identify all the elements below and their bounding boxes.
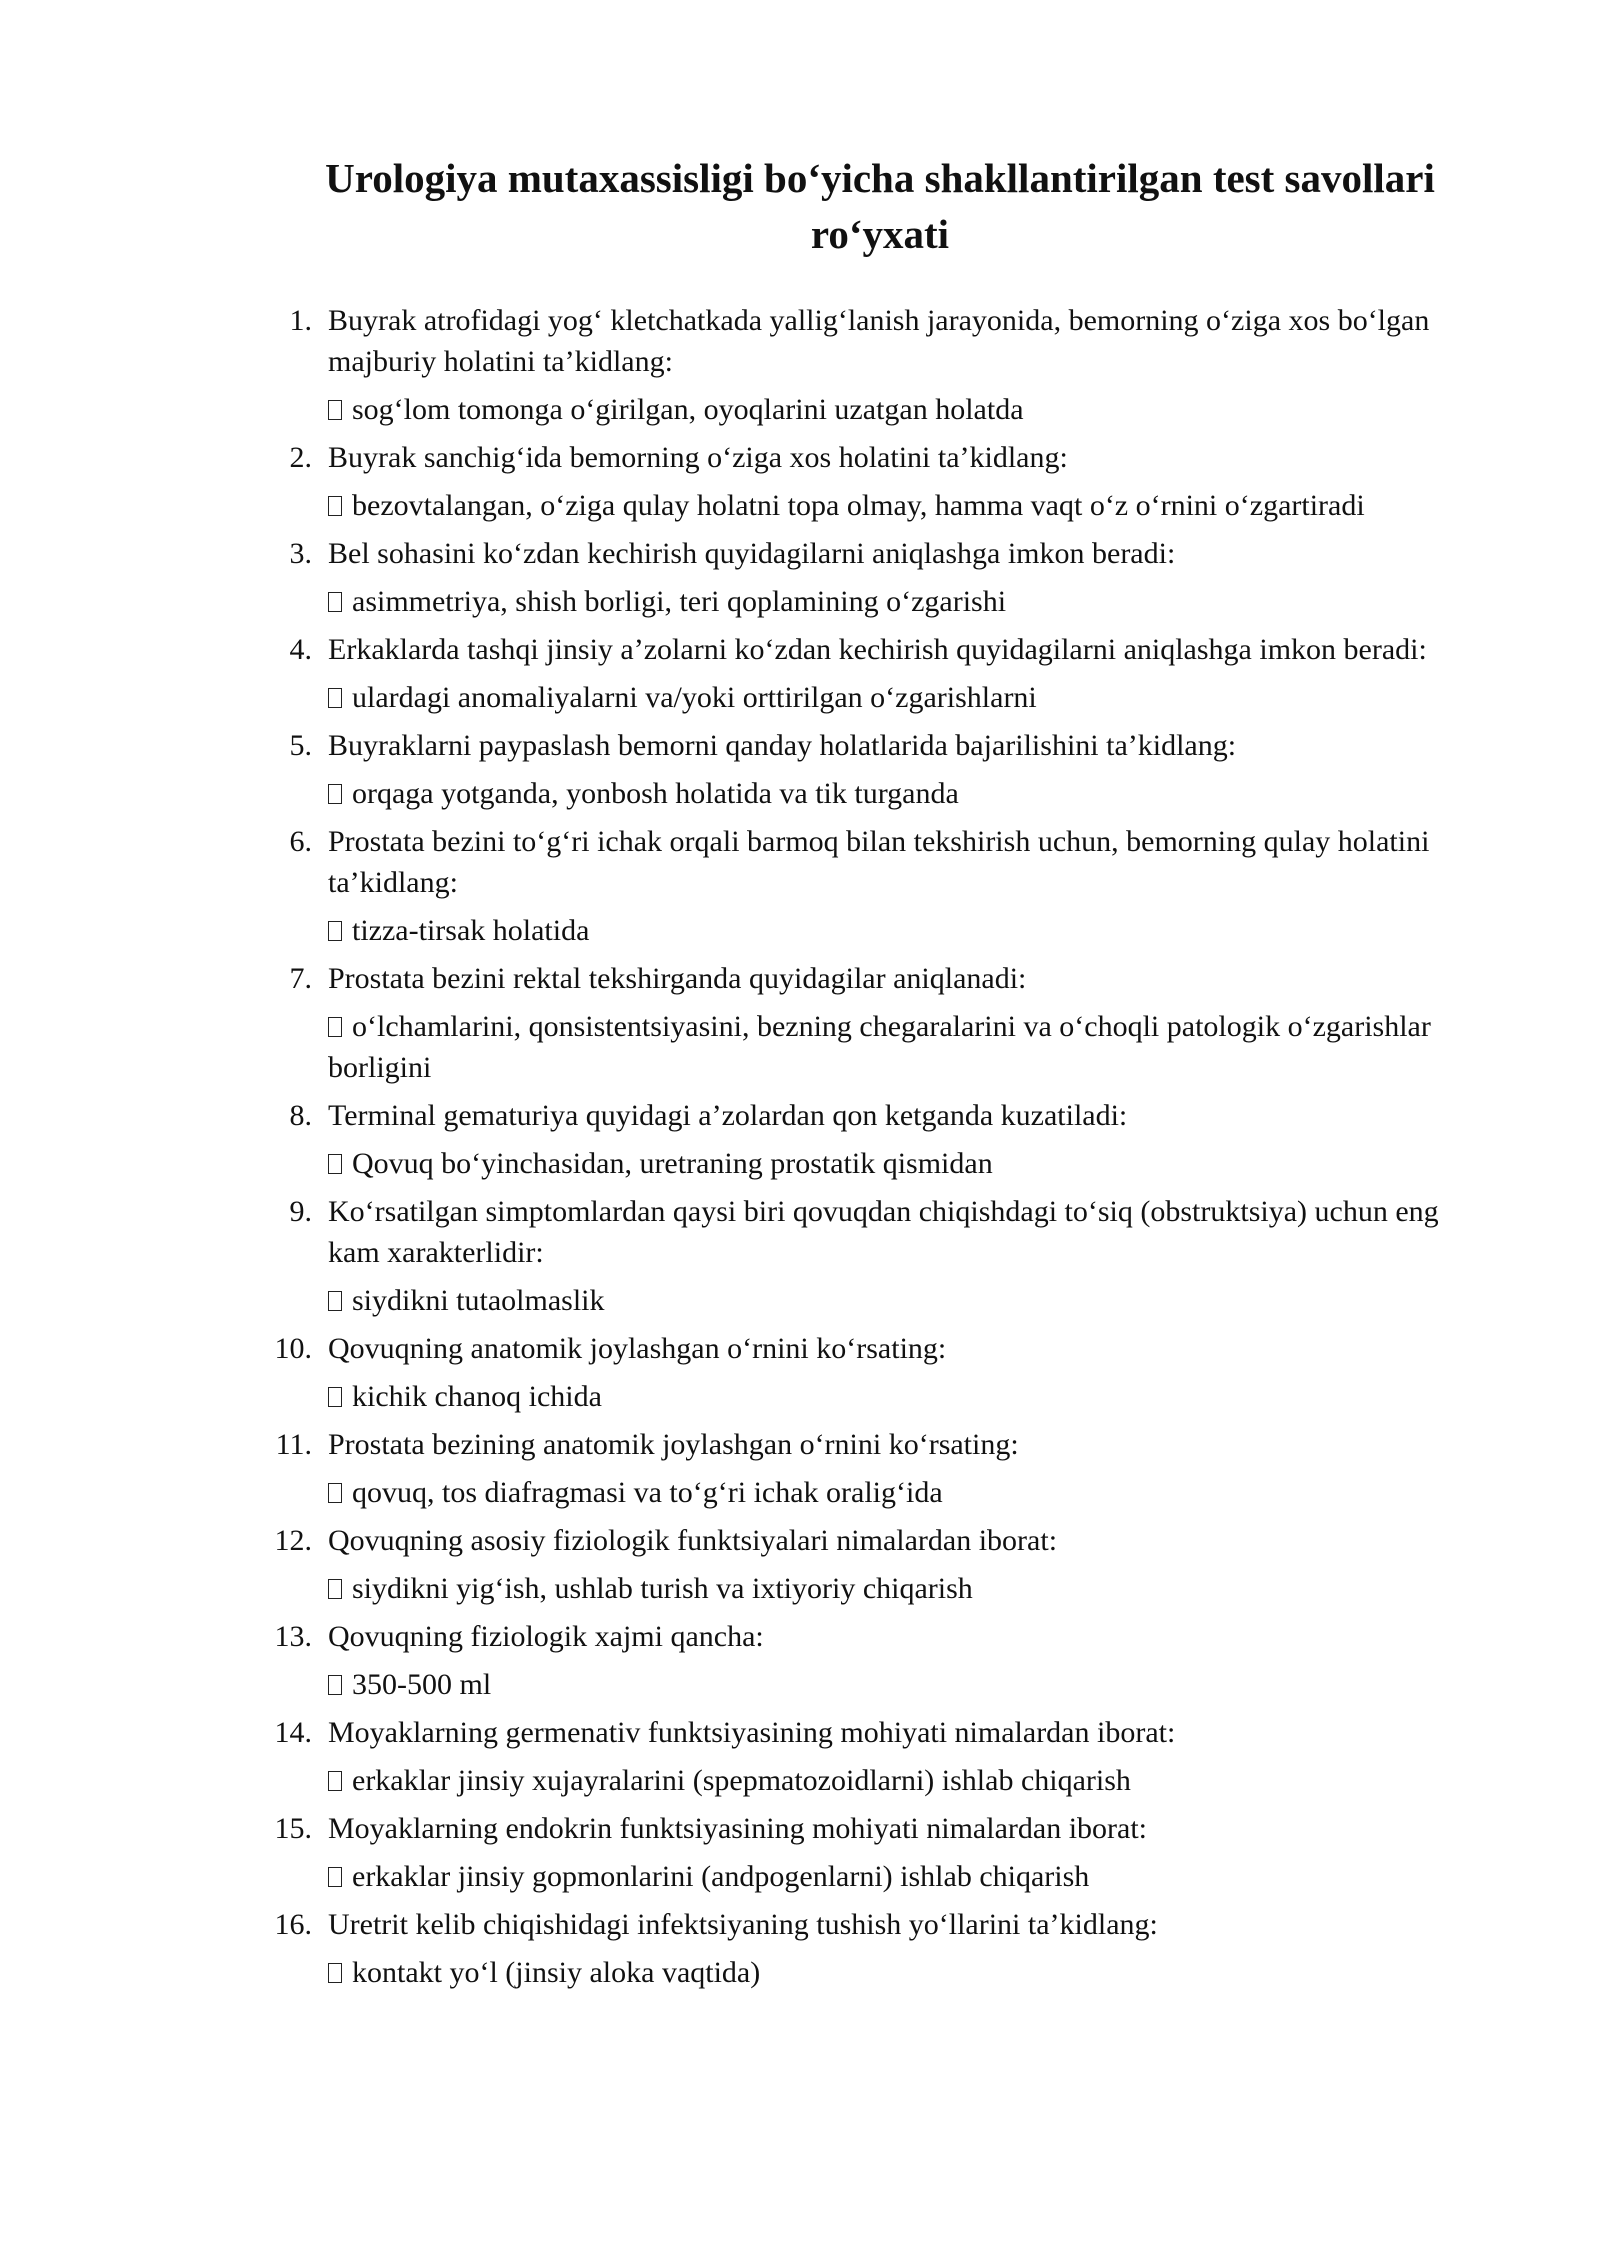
answer-text: siydikni yig‘ish, ushlab turish va ixtiyoriy chiqarish — [352, 1572, 973, 1605]
answer-line — [328, 773, 1480, 814]
answer-line — [328, 485, 1480, 526]
checkbox-icon — [328, 1291, 342, 1311]
answer-line — [328, 1664, 1480, 1705]
question-number: 8. — [289, 1099, 312, 1132]
answer-text: ulardagi anomaliyalarni va/yoki orttirilgan o‘zgarishlarni — [352, 681, 1037, 714]
answer-text: sog‘lom tomonga o‘girilgan, oyoqlarini uzatgan holatda — [352, 393, 1024, 426]
question-list — [270, 300, 1480, 2000]
question-text: Erkaklarda tashqi jinsiy a’zolarni ko‘zdan kechirish quyidagilarni aniqlashga imkon beradi: — [328, 633, 1427, 666]
answer-line — [328, 581, 1480, 622]
question-number: 6. — [289, 825, 312, 858]
question-item-3 — [270, 533, 1480, 622]
answer-line — [328, 389, 1480, 430]
question-text: Moyaklarning germenativ funktsiyasining mohiyati nimalardan iborat: — [328, 1716, 1176, 1749]
checkbox-icon — [328, 400, 342, 420]
answer-text: Qovuq bo‘yinchasidan, uretraning prostatik qismidan — [352, 1147, 993, 1180]
question-item-16 — [270, 1904, 1480, 1993]
question-number: 15. — [274, 1812, 312, 1845]
question-number: 1. — [289, 304, 312, 337]
checkbox-icon — [328, 592, 342, 612]
checkbox-icon — [328, 1017, 342, 1037]
question-item-11 — [270, 1424, 1480, 1513]
question-item-1 — [270, 300, 1480, 430]
checkbox-icon — [328, 1387, 342, 1407]
question-item-2 — [270, 437, 1480, 526]
question-number: 10. — [274, 1332, 312, 1365]
question-number: 11. — [275, 1428, 312, 1461]
answer-text: asimmetriya, shish borligi, teri qoplamining o‘zgarishi — [352, 585, 1007, 618]
question-number: 9. — [289, 1195, 312, 1228]
checkbox-icon — [328, 1154, 342, 1174]
checkbox-icon — [328, 1963, 342, 1983]
question-text: Uretrit kelib chiqishidagi infektsiyaning tushish yo‘llarini ta’kidlang: — [328, 1908, 1158, 1941]
question-item-12 — [270, 1520, 1480, 1609]
question-item-8 — [270, 1095, 1480, 1184]
checkbox-icon — [328, 1483, 342, 1503]
answer-line — [328, 1952, 1480, 1993]
question-number: 7. — [289, 962, 312, 995]
answer-line — [328, 1760, 1480, 1801]
question-text: Qovuqning anatomik joylashgan o‘rnini ko‘rsating: — [328, 1332, 947, 1365]
checkbox-icon — [328, 921, 342, 941]
answer-line — [328, 910, 1480, 951]
question-number: 4. — [289, 633, 312, 666]
question-text: Moyaklarning endokrin funktsiyasining mohiyati nimalardan iborat: — [328, 1812, 1148, 1845]
question-number: 14. — [274, 1716, 312, 1749]
question-number: 5. — [289, 729, 312, 762]
document-title: Urologiya mutaxassisligi bo‘yicha shakllantirilgan test savollari ro‘yxati — [325, 155, 1435, 257]
checkbox-icon — [328, 1771, 342, 1791]
question-item-5 — [270, 725, 1480, 814]
checkbox-icon — [328, 1579, 342, 1599]
answer-text: o‘lchamlarini, qonsistentsiyasini, bezning chegaralarini va o‘choqli patologik o‘zgarishlar borligini — [328, 1010, 1431, 1084]
answer-text: kichik chanoq ichida — [352, 1380, 602, 1413]
answer-text: orqaga yotganda, yonbosh holatida va tik turganda — [352, 777, 959, 810]
answer-line — [328, 1280, 1480, 1321]
answer-text: erkaklar jinsiy gopmonlarini (andpogenlarni) ishlab chiqarish — [352, 1860, 1090, 1893]
question-number: 2. — [289, 441, 312, 474]
checkbox-icon — [328, 496, 342, 516]
checkbox-icon — [328, 784, 342, 804]
question-item-6 — [270, 821, 1480, 951]
answer-line — [328, 1472, 1480, 1513]
answer-line — [328, 1143, 1480, 1184]
answer-text: 350-500 ml — [352, 1668, 492, 1701]
question-text: Buyraklarni paypaslash bemorni qanday holatlarida bajarilishini ta’kidlang: — [328, 729, 1237, 762]
question-item-14 — [270, 1712, 1480, 1801]
question-text: Qovuqning asosiy fiziologik funktsiyalari nimalardan iborat: — [328, 1524, 1058, 1557]
checkbox-icon — [328, 1867, 342, 1887]
question-item-10 — [270, 1328, 1480, 1417]
question-item-13 — [270, 1616, 1480, 1705]
question-text: Prostata bezining anatomik joylashgan o‘rnini ko‘rsating: — [328, 1428, 1019, 1461]
question-number: 13. — [274, 1620, 312, 1653]
answer-text: tizza-tirsak holatida — [352, 914, 590, 947]
question-text: Buyrak atrofidagi yog‘ kletchatkada yallig‘lanish jarayonida, bemorning o‘ziga xos bo‘lgan majburiy holatini ta’kidlang: — [328, 304, 1430, 378]
answer-line — [328, 1006, 1480, 1088]
question-text: Prostata bezini rektal tekshirganda quyidagilar aniqlanadi: — [328, 962, 1027, 995]
answer-line — [328, 1568, 1480, 1609]
answer-line — [328, 677, 1480, 718]
answer-text: bezovtalangan, o‘ziga qulay holatni topa olmay, hamma vaqt o‘z o‘rnini o‘zgartiradi — [352, 489, 1365, 522]
question-item-15 — [270, 1808, 1480, 1897]
question-text: Prostata bezini to‘g‘ri ichak orqali barmoq bilan tekshirish uchun, bemorning qulay holatini ta’kidlang: — [328, 825, 1430, 899]
question-number: 12. — [274, 1524, 312, 1557]
question-number: 16. — [274, 1908, 312, 1941]
answer-text: erkaklar jinsiy xujayralarini (spepmatozoidlarni) ishlab chiqarish — [352, 1764, 1131, 1797]
checkbox-icon — [328, 1675, 342, 1695]
question-item-4 — [270, 629, 1480, 718]
question-text: Bel sohasini ko‘zdan kechirish quyidagilarni aniqlashga imkon beradi: — [328, 537, 1176, 570]
checkbox-icon — [328, 688, 342, 708]
question-text: Ko‘rsatilgan simptomlardan qaysi biri qovuqdan chiqishdagi to‘siq (obstruktsiya) uchun eng kam xarakterlidir: — [328, 1195, 1439, 1269]
answer-text: siydikni tutaolmaslik — [352, 1284, 605, 1317]
question-text: Terminal gematuriya quyidagi a’zolardan qon ketganda kuzatiladi: — [328, 1099, 1128, 1132]
answer-text: kontakt yo‘l (jinsiy aloka vaqtida) — [352, 1956, 761, 1989]
question-item-9 — [270, 1191, 1480, 1321]
question-item-7 — [270, 958, 1480, 1088]
answer-line — [328, 1856, 1480, 1897]
answer-line — [328, 1376, 1480, 1417]
question-text: Qovuqning fiziologik xajmi qancha: — [328, 1620, 764, 1653]
question-text: Buyrak sanchig‘ida bemorning o‘ziga xos holatini ta’kidlang: — [328, 441, 1068, 474]
answer-text: qovuq, tos diafragmasi va to‘g‘ri ichak oralig‘ida — [352, 1476, 943, 1509]
question-number: 3. — [289, 537, 312, 570]
